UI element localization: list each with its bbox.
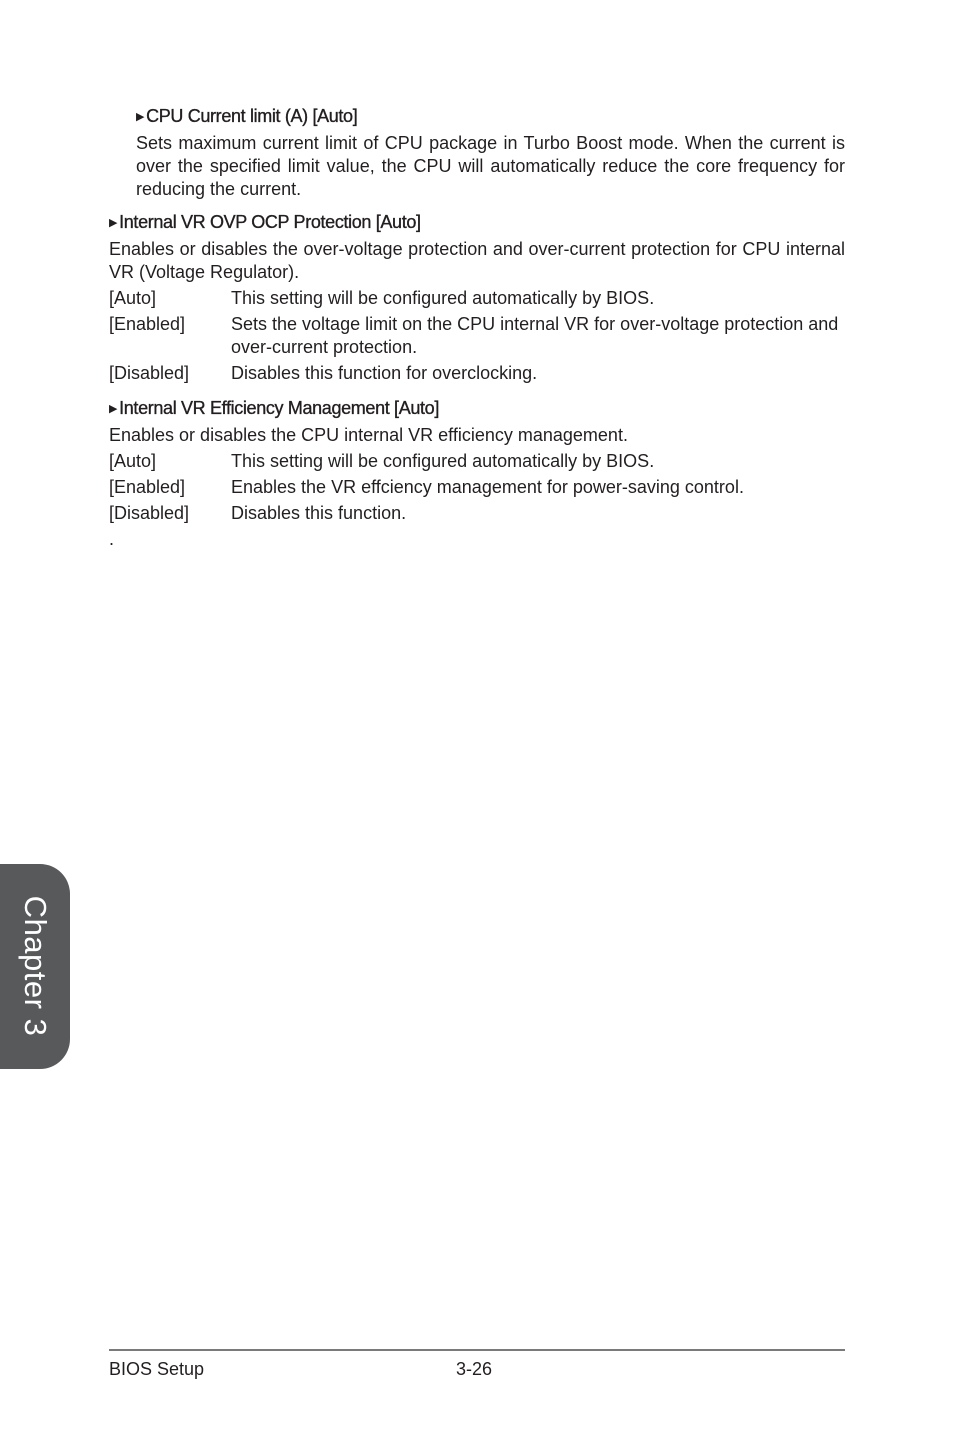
option-row: [109, 476, 845, 499]
section-description: Sets maximum current limit of CPU package in Turbo Boost mode. When the current is over the specified limit value, the CPU will automatically reduce the core frequency for reducing the current.: [136, 133, 845, 199]
option-value: This setting will be configured automatically by BIOS.: [231, 451, 655, 471]
option-row: [109, 313, 845, 359]
section-internal-vr-efficiency: [109, 397, 845, 525]
option-key: [Auto]: [109, 451, 157, 471]
section-heading: ▶ CPU Current limit (A) [Auto]: [136, 106, 358, 126]
option-key: [Auto]: [109, 288, 157, 308]
option-value: This setting will be configured automatically by BIOS.: [231, 288, 655, 308]
right-triangle-icon: ▶: [109, 403, 118, 415]
trailing-mark: .: [109, 529, 115, 549]
option-key: [Disabled]: [109, 503, 190, 523]
option-value: Enables the VR effciency management for power-saving control.: [231, 477, 744, 497]
option-key: [Disabled]: [109, 363, 190, 383]
section-description: Enables or disables the CPU internal VR efficiency management.: [109, 425, 628, 445]
section-description: Enables or disables the over-voltage protection and over-current protection for CPU internal VR (Voltage Regulator).: [109, 239, 845, 282]
option-value: Sets the voltage limit on the CPU internal VR for over-voltage protection and over-current protection.: [231, 314, 839, 357]
option-value: Disables this function for overclocking.: [231, 363, 538, 383]
chapter-tab: [0, 864, 70, 1069]
option-value: Disables this function.: [231, 503, 407, 523]
section-cpu-current-limit: [136, 105, 845, 201]
section-heading: ▶ Internal VR Efficiency Management [Auto]: [109, 398, 439, 418]
option-row: [109, 450, 845, 473]
footer-divider: [109, 1349, 845, 1351]
option-key: [Enabled]: [109, 477, 186, 497]
section-internal-vr-ovp-ocp: [109, 211, 845, 385]
right-triangle-icon: ▶: [109, 217, 118, 229]
option-row: [109, 502, 845, 525]
section-heading: ▶ Internal VR OVP OCP Protection [Auto]: [109, 212, 421, 232]
right-triangle-icon: ▶: [136, 111, 145, 123]
chapter-tab-label: Chapter 3: [18, 895, 53, 1037]
option-key: [Enabled]: [109, 314, 186, 334]
option-row: [109, 287, 845, 310]
page-number: 3-26: [456, 1359, 493, 1379]
option-row: [109, 362, 845, 385]
footer-title: BIOS Setup: [109, 1359, 205, 1379]
